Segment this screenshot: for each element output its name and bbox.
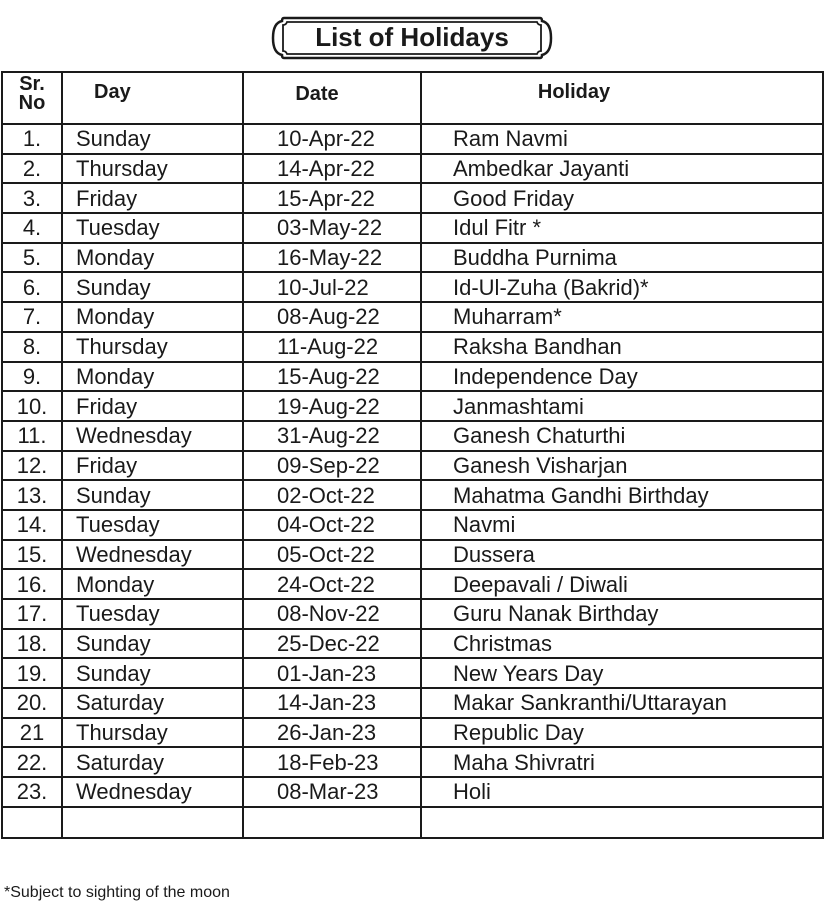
table-row	[2, 599, 823, 629]
cell-date: 01-Jan-23	[243, 658, 421, 688]
cell-date: 08-Aug-22	[243, 302, 421, 332]
cell-date: 24-Oct-22	[243, 569, 421, 599]
cell-day: Wednesday	[62, 540, 243, 570]
cell-holiday: Ram Navmi	[421, 124, 823, 154]
table-row	[2, 658, 823, 688]
cell-day: Wednesday	[62, 421, 243, 451]
cell-holiday: New Years Day	[421, 658, 823, 688]
cell-sr-no: 18.	[2, 629, 62, 659]
cell-sr-no: 6.	[2, 272, 62, 302]
cell-date: 11-Aug-22	[243, 332, 421, 362]
table-row	[2, 213, 823, 243]
cell-sr-no: 14.	[2, 510, 62, 540]
cell-empty	[2, 807, 62, 838]
table-row	[2, 391, 823, 421]
cell-holiday: Navmi	[421, 510, 823, 540]
cell-date: 15-Aug-22	[243, 362, 421, 392]
cell-day: Saturday	[62, 688, 243, 718]
table-header-row	[2, 72, 823, 124]
column-header-sr-line1: Sr.	[19, 73, 45, 95]
cell-date: 31-Aug-22	[243, 421, 421, 451]
cell-day: Thursday	[62, 718, 243, 748]
cell-holiday: Buddha Purnima	[421, 243, 823, 273]
table-row	[2, 569, 823, 599]
table-body	[2, 124, 823, 838]
cell-sr-no: 16.	[2, 569, 62, 599]
column-header-sr-no	[2, 72, 62, 124]
cell-day: Sunday	[62, 124, 243, 154]
cell-sr-no: 3.	[2, 183, 62, 213]
cell-date: 10-Apr-22	[243, 124, 421, 154]
cell-date: 05-Oct-22	[243, 540, 421, 570]
cell-date: 03-May-22	[243, 213, 421, 243]
cell-date: 08-Nov-22	[243, 599, 421, 629]
table-row	[2, 540, 823, 570]
cell-day: Tuesday	[62, 510, 243, 540]
cell-holiday: Raksha Bandhan	[421, 332, 823, 362]
cell-day: Thursday	[62, 154, 243, 184]
cell-sr-no: 7.	[2, 302, 62, 332]
cell-sr-no: 13.	[2, 480, 62, 510]
cell-date: 14-Jan-23	[243, 688, 421, 718]
cell-holiday: Christmas	[421, 629, 823, 659]
cell-date: 04-Oct-22	[243, 510, 421, 540]
cell-holiday: Holi	[421, 777, 823, 807]
title-banner	[271, 16, 553, 60]
table-row	[2, 183, 823, 213]
cell-holiday: Deepavali / Diwali	[421, 569, 823, 599]
cell-day: Monday	[62, 362, 243, 392]
cell-sr-no: 9.	[2, 362, 62, 392]
table-row	[2, 688, 823, 718]
cell-holiday: Dussera	[421, 540, 823, 570]
cell-date: 16-May-22	[243, 243, 421, 273]
cell-day: Sunday	[62, 272, 243, 302]
cell-sr-no: 4.	[2, 213, 62, 243]
cell-sr-no: 20.	[2, 688, 62, 718]
cell-day: Sunday	[62, 480, 243, 510]
cell-day: Tuesday	[62, 213, 243, 243]
cell-sr-no: 10.	[2, 391, 62, 421]
cell-sr-no: 22.	[2, 747, 62, 777]
column-header-holiday: Holiday	[421, 72, 823, 124]
column-header-sr-line2: No	[18, 92, 46, 114]
cell-sr-no: 23.	[2, 777, 62, 807]
cell-date: 25-Dec-22	[243, 629, 421, 659]
cell-empty	[421, 807, 823, 838]
table-row	[2, 332, 823, 362]
cell-sr-no: 17.	[2, 599, 62, 629]
cell-date: 14-Apr-22	[243, 154, 421, 184]
table-row	[2, 302, 823, 332]
cell-day: Friday	[62, 391, 243, 421]
cell-empty	[62, 807, 243, 838]
cell-holiday: Guru Nanak Birthday	[421, 599, 823, 629]
cell-sr-no: 2.	[2, 154, 62, 184]
table-row	[2, 480, 823, 510]
cell-day: Sunday	[62, 629, 243, 659]
cell-holiday: Ganesh Visharjan	[421, 451, 823, 481]
table-row	[2, 747, 823, 777]
cell-holiday: Good Friday	[421, 183, 823, 213]
cell-holiday: Republic Day	[421, 718, 823, 748]
cell-day: Sunday	[62, 658, 243, 688]
cell-sr-no: 1.	[2, 124, 62, 154]
column-header-date: Date	[243, 72, 421, 124]
cell-day: Thursday	[62, 332, 243, 362]
cell-date: 19-Aug-22	[243, 391, 421, 421]
cell-sr-no: 11.	[2, 421, 62, 451]
cell-day: Monday	[62, 243, 243, 273]
table-row	[2, 421, 823, 451]
holiday-table	[1, 71, 824, 839]
cell-day: Friday	[62, 183, 243, 213]
table-row	[2, 124, 823, 154]
cell-holiday: Makar Sankranthi/Uttarayan	[421, 688, 823, 718]
cell-day: Saturday	[62, 747, 243, 777]
cell-day: Monday	[62, 302, 243, 332]
column-header-day: Day	[62, 72, 243, 124]
cell-holiday: Idul Fitr *	[421, 213, 823, 243]
table-row	[2, 362, 823, 392]
table-row	[2, 629, 823, 659]
cell-sr-no: 12.	[2, 451, 62, 481]
table-row	[2, 777, 823, 807]
cell-holiday: Id-Ul-Zuha (Bakrid)*	[421, 272, 823, 302]
table-row	[2, 272, 823, 302]
cell-holiday: Janmashtami	[421, 391, 823, 421]
table-row-empty	[2, 807, 823, 838]
cell-date: 02-Oct-22	[243, 480, 421, 510]
cell-sr-no: 21	[2, 718, 62, 748]
cell-sr-no: 15.	[2, 540, 62, 570]
cell-holiday: Muharram*	[421, 302, 823, 332]
cell-date: 08-Mar-23	[243, 777, 421, 807]
cell-holiday: Mahatma Gandhi Birthday	[421, 480, 823, 510]
cell-holiday: Independence Day	[421, 362, 823, 392]
table-row	[2, 243, 823, 273]
cell-date: 09-Sep-22	[243, 451, 421, 481]
cell-date: 18-Feb-23	[243, 747, 421, 777]
page-title: List of Holidays	[315, 22, 509, 52]
cell-sr-no: 5.	[2, 243, 62, 273]
table-row	[2, 154, 823, 184]
cell-date: 26-Jan-23	[243, 718, 421, 748]
cell-day: Wednesday	[62, 777, 243, 807]
cell-holiday: Ganesh Chaturthi	[421, 421, 823, 451]
cell-day: Monday	[62, 569, 243, 599]
table-row	[2, 451, 823, 481]
cell-day: Friday	[62, 451, 243, 481]
cell-sr-no: 19.	[2, 658, 62, 688]
cell-sr-no: 8.	[2, 332, 62, 362]
cell-date: 10-Jul-22	[243, 272, 421, 302]
cell-holiday: Ambedkar Jayanti	[421, 154, 823, 184]
cell-day: Tuesday	[62, 599, 243, 629]
table-row	[2, 510, 823, 540]
cell-holiday: Maha Shivratri	[421, 747, 823, 777]
table-row	[2, 718, 823, 748]
cell-empty	[243, 807, 421, 838]
footnote: *Subject to sighting of the moon	[4, 884, 230, 901]
cell-date: 15-Apr-22	[243, 183, 421, 213]
